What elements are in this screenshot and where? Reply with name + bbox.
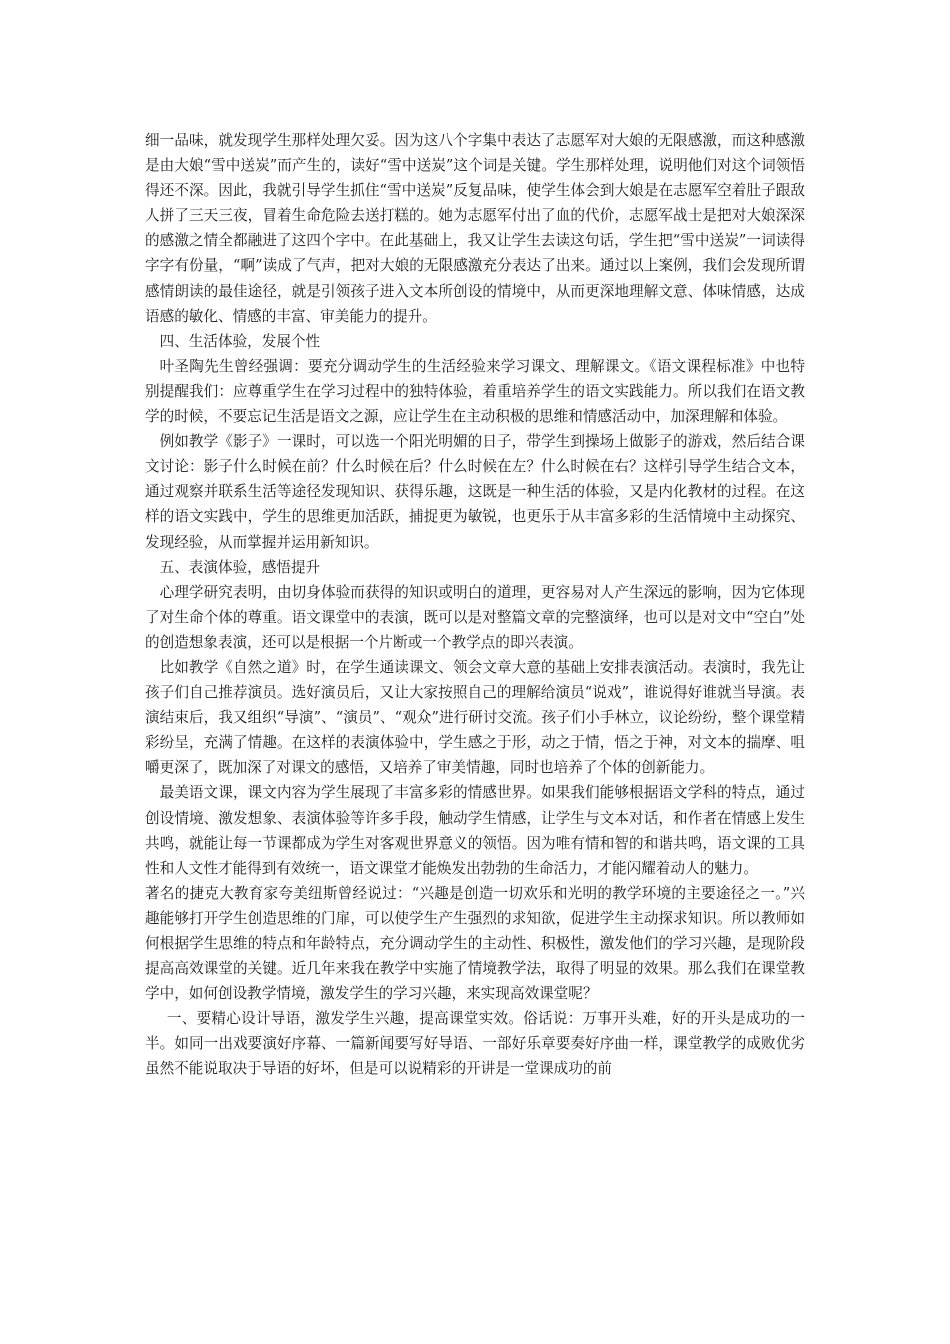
paragraph-ye-shengtao: 叶圣陶先生曾经强调：要充分调动学生的生活经验来学习课文、理解课文。《语文课程标准》中也特别提醒我们：应尊重学生在学习过程中的独特体验，着重培养学生的语文实践能力。所以我们在语文教学的时候，不要忘记生活是语文之源，应让学生在主动积极的思维和情感活动中，加深理解和体验。 [145, 357, 805, 426]
paragraph-design-introduction: 一、要精心设计导语，激发学生兴趣，提高课堂实效。俗话说：万事开头难，好的开头是成功的一半。如同一出戏要演好序幕、一篇新闻要写好导语、一部好乐章要奏好序曲一样，课堂教学的成败优劣虽然不能说取决于导语的好坏，但是可以说精彩的开讲是一堂课成功的前 [145, 1010, 805, 1078]
section-heading-performance: 五、表演体验，感悟提升 [159, 558, 321, 576]
paragraph-continued-reading-case: 细一品味，就发现学生那样处理欠妥。因为这八个字集中表达了志愿军对大娘的无限感激，而这种感激是由大娘“雪中送炭”而产生的，读好“雪中送炭”这个词是关键。学生那样处理，说明他们对这个词领悟得还不深。因此，我就引导学生抓住“雪中送炭”反复品味，使学生体会到大娘是在志愿军空着肚子跟敌人拼了三天三夜，冒着生命危险去送打糕的。她为志愿军付出了血的代价，志愿军战士是把对大娘深深的感激之情全都融进了这四个字中。在此基础上，我又让学生去读这句话，学生把“雪中送炭”一词读得字字有份量，“啊”读成了气声，把对大娘的无限感激充分表达了出来。通过以上案例，我们会发现所谓感情朗读的最佳途径，就是引领孩子进入文本所创设的情境中，从而更深地理解文意、体味情感，达成语感的敏化、情感的丰富、审美能力的提升。 [145, 132, 805, 325]
section-heading-life-experience: 四、生活体验，发展个性 [159, 332, 321, 350]
paragraph-psychology-research: 心理学研究表明，由切身体验而获得的知识或明白的道理，更容易对人产生深远的影响，因为它体现了对生命个体的尊重。语文课堂中的表演，既可以是对整篇文章的完整演绎，也可以是对文中“空白”处的创造想象表演，还可以是根据一个片断或一个教学点的即兴表演。 [145, 583, 805, 651]
document-page [145, 128, 805, 1082]
paragraph-comenius-quote: 著名的捷克大教育家夸美纽斯曾经说过：“兴趣是创造一切欢乐和光明的教学环境的主要途径之一。”兴趣能够打开学生创造思维的门扉，可以使学生产生强烈的求知欲，促进学生主动探求知识。所以教师如何根据学生思维的特点和年龄特点，充分调动学生的主动性、积极性，激发他们的学习兴趣，是现阶段提高高效课堂的关键。近几年来我在教学中实施了情境教学法，取得了明显的效果。那么我们在课堂教学中，如何创设教学情境，激发学生的学习兴趣，来实现高效课堂呢？ [145, 884, 805, 1003]
paragraph-nature-lesson: 比如教学《自然之道》时，在学生通读课文、领会文章大意的基础上安排表演活动。表演时，我先让孩子们自己推荐演员。选好演员后，又让大家按照自己的理解给演员“说戏”，谁说得好谁就当导演。表演结束后，我又组织“导演”、“演员”、“观众”进行研讨交流。孩子们小手林立，议论纷纷，整个课堂精彩纷呈，充满了情趣。在这样的表演体验中，学生感之于形，动之于情，悟之于神，对文本的揣摩、咀嚼更深了，既加深了对课文的感悟，又培养了审美情趣，同时也培养了个体的创新能力。 [145, 658, 805, 777]
paragraph-most-beautiful-class: 最美语文课，课文内容为学生展现了丰富多彩的情感世界。如果我们能够根据语文学科的特点，通过创设情境、激发想象、表演体验等许多手段，触动学生情感，让学生与文本对话，和作者在情感上发生共鸣，就能让每一节课都成为学生对客观世界意义的领悟。因为唯有情和智的和谐共鸣，语文课的工具性和人文性才能得到有效统一，语文课堂才能焕发出勃勃的生命活力，才能闪耀着动人的魅力。 [145, 784, 805, 877]
paragraph-shadow-lesson: 例如教学《影子》一课时，可以选一个阳光明媚的日子，带学生到操场上做影子的游戏，然后结合课文讨论：影子什么时候在前？什么时候在后？什么时候在左？什么时候在右？这样引导学生结合文本，通过观察并联系生活等途径发现知识、获得乐趣，这既是一种生活的体验，又是内化教材的过程。在这样的语文实践中，学生的思维更加活跃，捕捉更为敏锐，也更乐于从丰富多彩的生活情境中主动探究、发现经验，从而掌握并运用新知识。 [145, 433, 805, 551]
